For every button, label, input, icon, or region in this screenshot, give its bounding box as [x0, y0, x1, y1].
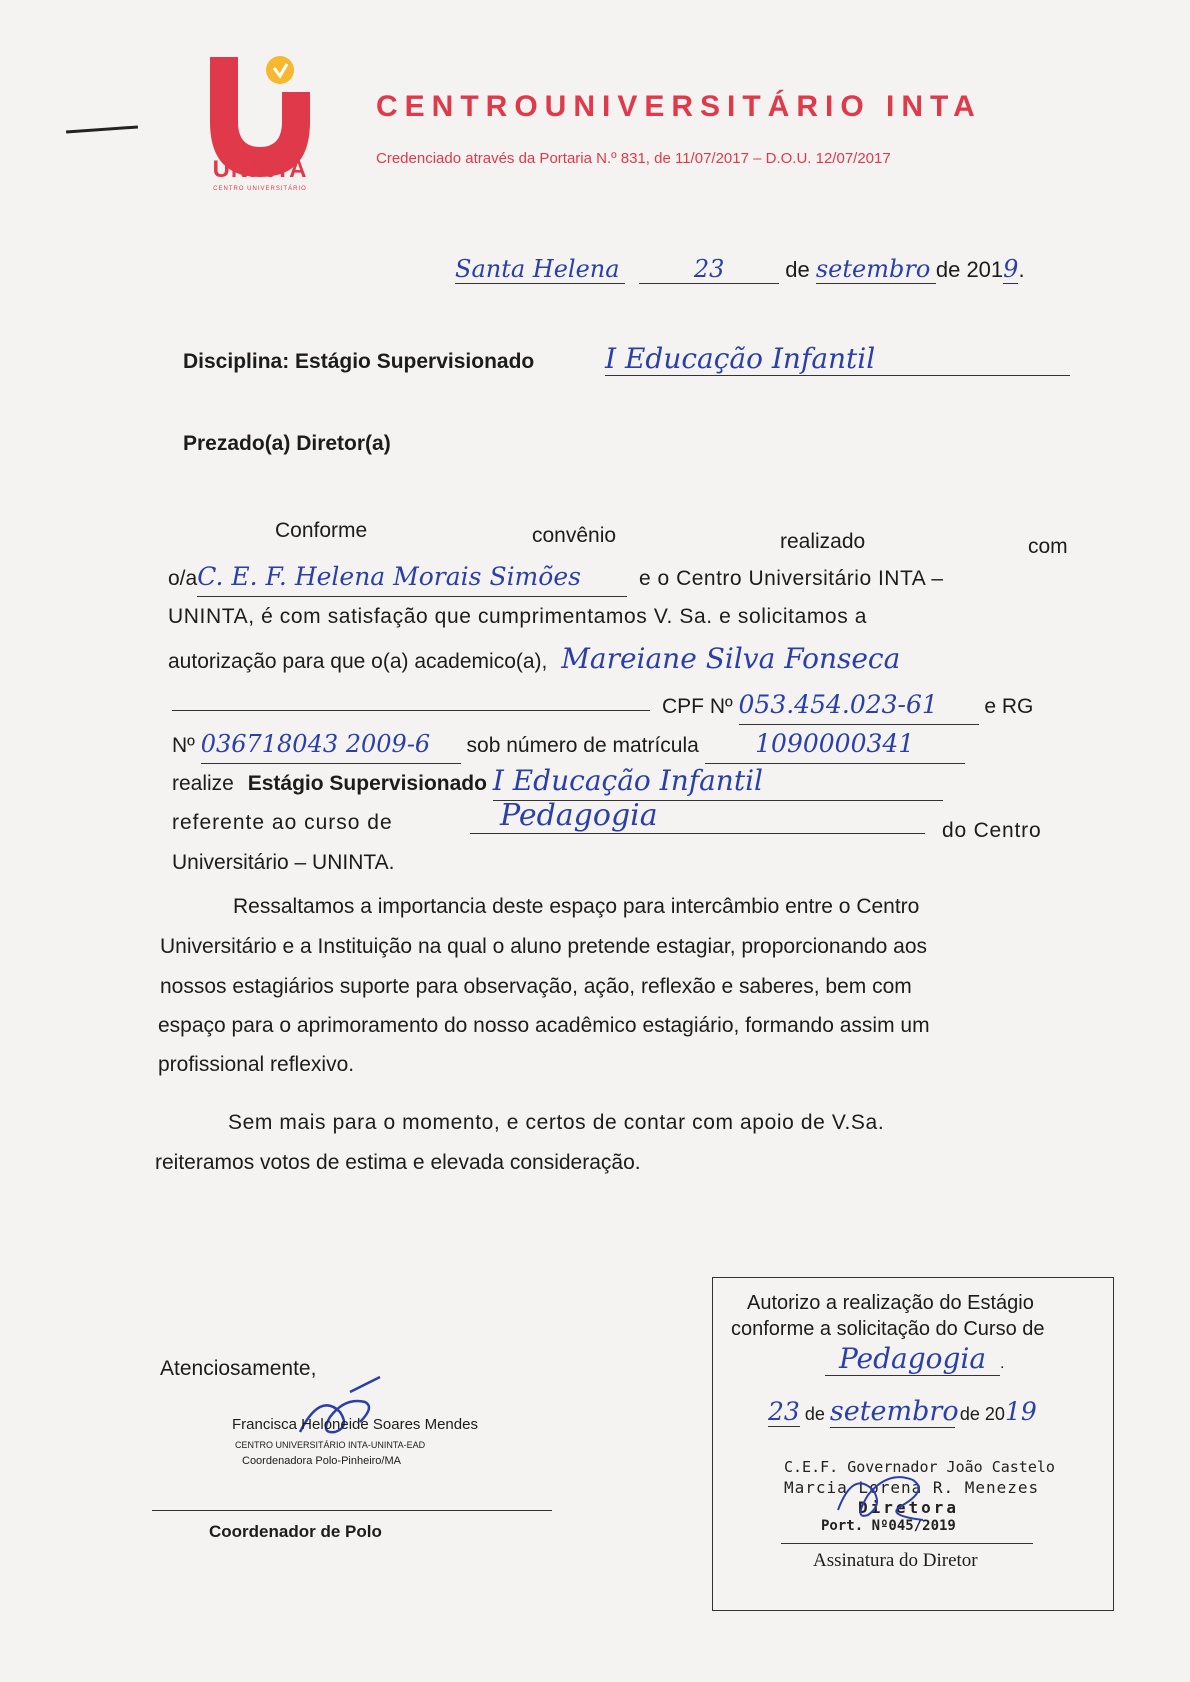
p1-word1: Conforme	[275, 519, 368, 542]
stray-pen-mark	[66, 125, 138, 133]
course-value: Pedagogia	[470, 798, 925, 834]
auth-course-row	[825, 1342, 1005, 1376]
director-stamp-line3: Diretora	[858, 1498, 960, 1517]
auth-course: Pedagogia	[825, 1342, 1000, 1376]
coord-signature-line	[152, 1510, 552, 1511]
p3-line1: Sem mais para o momento, e certos de contar com apoio de V.Sa.	[228, 1111, 885, 1134]
cpf-value: 053.454.023-61	[739, 686, 979, 725]
matricula-label: sob número de matrícula	[466, 734, 699, 757]
rg-row	[172, 725, 965, 765]
date-line	[455, 255, 1025, 284]
p1-line4-prefix: autorização para que o(a) academico(a),	[168, 650, 548, 673]
coord-stamp-role: Coordenadora Polo-Pinheiro/MA	[242, 1455, 401, 1467]
authorization-box	[712, 1277, 1114, 1611]
do-centro: do Centro	[942, 819, 1042, 842]
p1-word4: com	[1028, 535, 1068, 558]
student-name-underline	[172, 710, 650, 711]
institution-name: CENTROUNIVERSITÁRIO INTA	[376, 90, 982, 123]
estagio-row	[172, 762, 943, 803]
greeting: Prezado(a) Diretor(a)	[183, 432, 391, 455]
cpf-label: CPF Nº	[662, 695, 733, 718]
date-day: 23	[639, 255, 779, 284]
referente-label: referente ao curso de	[172, 811, 393, 834]
director-stamp-line2: Marcia Lorena R. Menezes	[784, 1478, 1040, 1497]
director-signature	[833, 1460, 943, 1535]
n-label: Nº	[172, 734, 195, 757]
student-name: Mareiane Silva Fonseca	[561, 642, 901, 675]
matricula-value: 1090000341	[705, 725, 965, 764]
school-name: C. E. F. Helena Morais Simões	[197, 558, 627, 597]
p1-last: Universitário – UNINTA.	[172, 851, 395, 874]
date-month: setembro	[816, 255, 936, 284]
auth-month: setembro	[829, 1396, 959, 1427]
p1-line4	[168, 640, 900, 681]
auth-de: de	[804, 1404, 825, 1424]
auth-year-suffix: 19	[1004, 1397, 1037, 1426]
discipline-value: I Educação Infantil	[605, 342, 1070, 376]
date-de: de	[785, 257, 810, 282]
p2-line2: Universitário e a Instituição na qual o aluno pretende estagiar, proporcionando aos	[160, 935, 928, 958]
estagio-value: I Educação Infantil	[493, 762, 943, 801]
p1-after-school: e o Centro Universitário INTA –	[639, 567, 944, 590]
cpf-row	[662, 686, 1033, 726]
credential-text: Credenciado através da Portaria N.º 831, de 11/07/2017 – D.O.U. 12/07/2017	[376, 150, 891, 167]
rg-value: 036718043 2009-6	[201, 725, 461, 764]
auth-course-period: .	[1000, 1355, 1005, 1372]
director-signature-label: Assinatura do Diretor	[813, 1550, 978, 1571]
p3-line2: reiteramos votos de estima e elevada consideração.	[155, 1151, 641, 1174]
date-year-prefix: de 201	[935, 257, 1004, 282]
date-city: Santa Helena	[455, 255, 625, 284]
auth-date-row	[768, 1396, 1037, 1428]
director-stamp-line4: Port. Nº045/2019	[821, 1518, 956, 1534]
p1-word2: convênio	[532, 524, 617, 547]
auth-year-prefix: de 20	[959, 1404, 1005, 1424]
p2-line3: nossos estagiários suporte para observação, ação, reflexão e saberes, bem com	[160, 975, 912, 998]
auth-line1: Autorizo a realização do Estágio	[747, 1292, 1034, 1314]
uninta-logo	[190, 52, 330, 202]
coord-stamp-name: Francisca Heloneide Soares Mendes	[232, 1416, 478, 1433]
estagio-bold: Estágio Supervisionado	[247, 772, 487, 795]
director-signature-line	[781, 1543, 1033, 1544]
p2-line1: Ressaltamos a importancia deste espaço para intercâmbio entre o Centro	[233, 895, 920, 918]
p2-line4: espaço para o aprimoramento do nosso acadêmico estagiário, formando assim um	[158, 1014, 930, 1037]
auth-day: 23	[768, 1397, 800, 1426]
date-period: .	[1018, 257, 1025, 282]
realize-word: realize	[172, 772, 234, 795]
p1-word3: realizado	[780, 530, 866, 553]
p1-line3: UNINTA, é com satisfação que cumprimentamos V. Sa. e solicitamos a	[168, 605, 868, 628]
closing-salutation: Atenciosamente,	[160, 1357, 317, 1380]
coord-stamp-inst: CENTRO UNIVERSITÁRIO INTA-UNINTA-EAD	[235, 1440, 426, 1450]
coord-label: Coordenador de Polo	[209, 1522, 382, 1541]
oa-label: o/a	[168, 567, 198, 590]
p2-line5: profissional reflexivo.	[158, 1053, 355, 1076]
director-stamp-line1: C.E.F. Governador João Castelo	[784, 1458, 1055, 1476]
logo-text: UNINTA	[212, 156, 308, 183]
date-year-suffix: 9	[1003, 255, 1019, 283]
logo-subtext: CENTRO UNIVERSITÁRIO	[213, 186, 307, 192]
auth-line2: conforme a solicitação do Curso de	[731, 1318, 1045, 1340]
p1-line2	[168, 558, 944, 598]
discipline-label: Disciplina: Estágio Supervisionado	[183, 350, 535, 373]
rg-label: e RG	[984, 695, 1034, 718]
